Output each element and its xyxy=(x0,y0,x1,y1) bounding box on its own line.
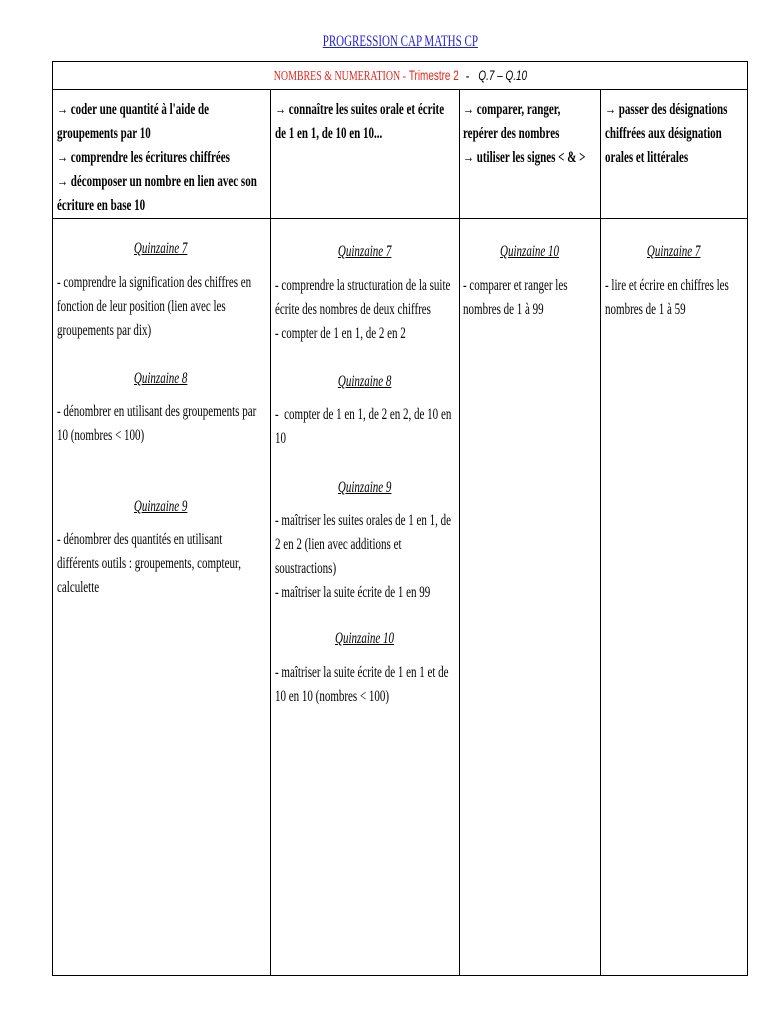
competency-cell xyxy=(52,89,270,218)
page-title-link[interactable]: PROGRESSION CAP MATHS CP xyxy=(322,33,478,50)
table-header-text xyxy=(273,63,526,89)
quinzaine-heading-label: Quinzaine 9 xyxy=(337,479,392,496)
quinzaine-heading-label: Quinzaine 10 xyxy=(335,630,394,647)
competency-cell xyxy=(459,89,600,218)
competency-text: → comparer, ranger, repérer des nombres → utiliser les signes < & > xyxy=(463,101,586,166)
quinzaine-heading-label: Quinzaine 10 xyxy=(500,243,559,260)
quinzaine-heading-label: Quinzaine 8 xyxy=(134,370,188,387)
header-separator: - xyxy=(465,69,469,84)
quinzaine-heading xyxy=(600,240,748,264)
quinzaine-heading-label: Quinzaine 8 xyxy=(337,373,392,390)
objective-text: - comprendre la structuration de la suite écrite des nombres de deux chiffres - compter de 1 en 1, de 2 en 2 xyxy=(275,277,451,342)
period-label: Q.7 – Q.10 xyxy=(478,67,527,83)
objective-text: - lire et écrire en chiffres les nombres de 1 à 59 xyxy=(605,277,729,318)
quinzaine-heading xyxy=(52,495,270,519)
content-cell-1 xyxy=(52,218,270,976)
domain-label: NOMBRES & NUMERATION - xyxy=(273,69,406,84)
table-header-row xyxy=(52,63,748,87)
competency-text: → coder une quantité à l'aide de groupements par 10 → comprendre les écritures chiffrées → décomposer un nombre en lien avec son écriture en base 10 xyxy=(57,101,257,214)
objective-text: - comparer et ranger les nombres de 1 à 99 xyxy=(463,277,568,318)
page-title xyxy=(52,30,748,54)
term-label: Trimestre 2 xyxy=(408,67,459,83)
quinzaine-heading-label: Quinzaine 7 xyxy=(134,240,188,257)
quinzaine-heading-label: Quinzaine 7 xyxy=(647,243,701,260)
quinzaine-heading xyxy=(52,237,270,261)
competency-cell xyxy=(270,89,459,218)
competency-text: → connaître les suites orale et écrite de 1 en 1, de 10 en 10... xyxy=(275,101,445,142)
content-cell-2 xyxy=(270,218,459,976)
objective-text: - maîtriser les suites orales de 1 en 1, de 2 en 2 (lien avec additions et soustractions) - maîtriser la suite écrite de 1 en 99 xyxy=(275,512,452,601)
objective-text: - maîtriser la suite écrite de 1 en 1 et de 10 en 10 (nombres < 100) xyxy=(275,664,449,705)
quinzaine-heading xyxy=(52,367,270,391)
quinzaine-heading xyxy=(270,476,459,500)
quinzaine-heading xyxy=(270,240,459,264)
quinzaine-heading-label: Quinzaine 7 xyxy=(337,243,392,260)
content-cell-3 xyxy=(459,218,600,976)
objective-text: - dénombrer en utilisant des groupements par 10 (nombres < 100) xyxy=(57,403,257,444)
competency-cell xyxy=(600,89,748,218)
quinzaine-heading-label: Quinzaine 9 xyxy=(134,498,188,515)
objective-text: - dénombrer des quantités en utilisant différents outils : groupements, compteur, calculette xyxy=(57,531,241,596)
content-cell-4 xyxy=(600,218,748,976)
quinzaine-heading xyxy=(270,370,459,394)
objective-text: - compter de 1 en 1, de 2 en 2, de 10 en 10 xyxy=(275,406,452,447)
quinzaine-heading xyxy=(270,627,459,651)
competency-text: → passer des désignations chiffrées aux désignation orales et littérales xyxy=(605,101,728,166)
objective-text: - comprendre la signification des chiffres en fonction de leur position (lien avec les groupements par dix) xyxy=(57,274,252,339)
quinzaine-heading xyxy=(459,240,600,264)
